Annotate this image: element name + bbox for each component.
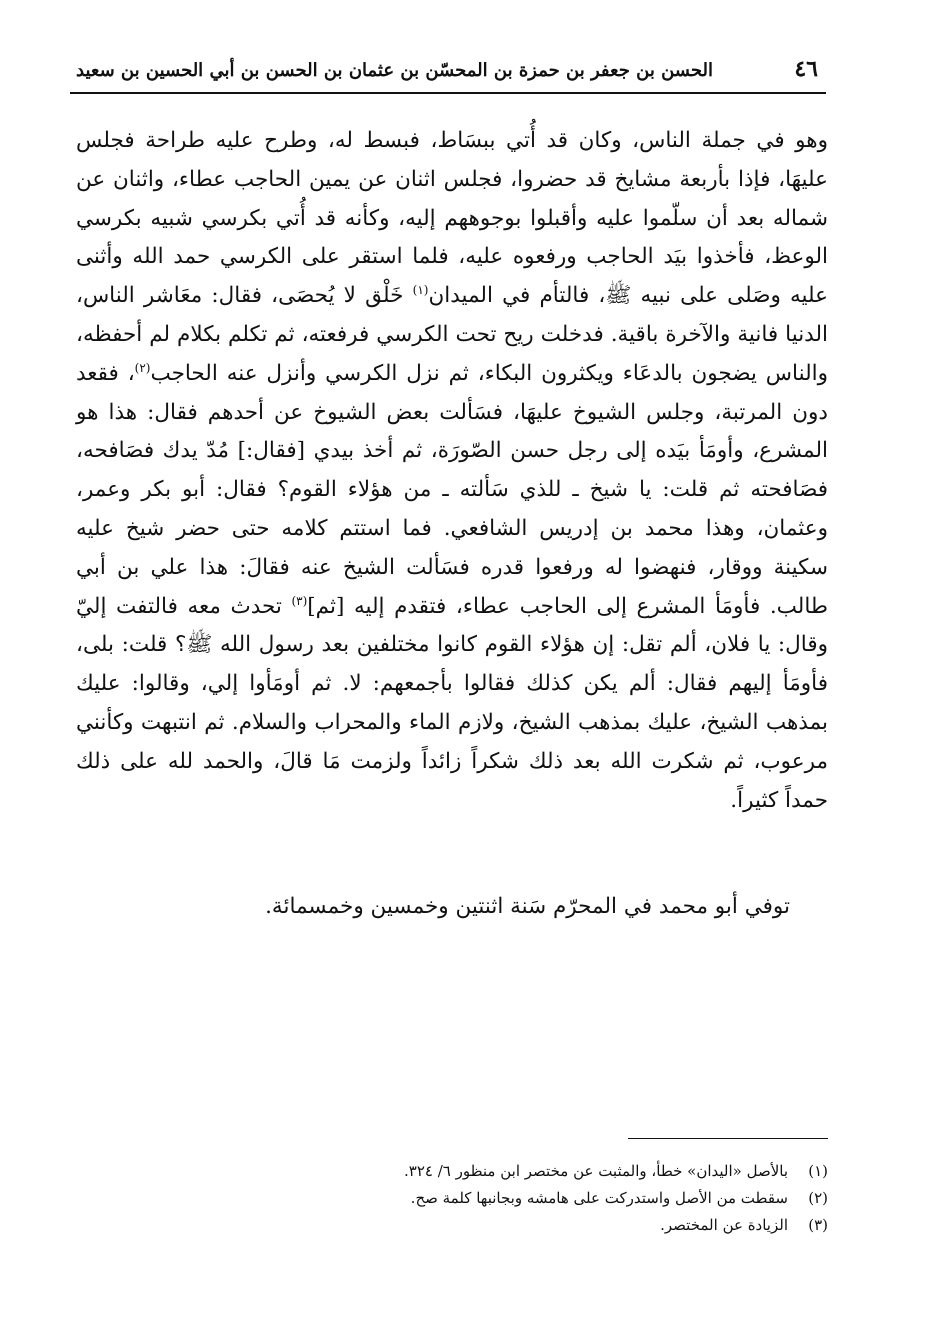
footnote-text: بالأصل «اليدان» خطأ، والمثبت عن مختصر ابن منظور ٦/ ٣٢٤. — [404, 1162, 788, 1180]
narrative-paragraph — [76, 122, 828, 820]
footnote-item — [200, 1185, 828, 1212]
footnote-text: سقطت من الأصل واستدركت على هامشه وبجانبها كلمة صح. — [410, 1189, 788, 1207]
text-segment-2: خَلْق لا يُحصَى، فقال: معَاشر الناس، الدنيا فانية والآخرة باقية. فدخلت ريح تحت الكرسي فرفعته، ثم تكلم بكلام لم أحفظه، والناس يضجون بالدعَاء ويكثرون البكاء، ثم نزل الكرسي وأنزل عنه الحاجب — [76, 283, 828, 386]
page-header — [70, 52, 826, 92]
footnote-marker: (٣) — [808, 1216, 828, 1234]
text-segment-1: وهو في جملة الناس، وكان قد أُتي ببسَاط، فبسط له، وطرح عليه طراحة فجلس عليهَا، فإذا بأربعة مشايخ قد حضروا، فجلس اثنان عن يمين الحاجب عطاء، واثنان عن شماله بعد أن سلّموا عليه وأقبلوا بوجوههم إليه، وكأنه قد أُتي بكرسي شبيه بكرسي الوعظ، فأخذوا بيَد الحاجب ورفعوه عليه، فلما استقر على الكرسي حمد الله وأثنى عليه وصَلى على نبيه ﷺ، فالتأم في الميدان — [76, 128, 828, 309]
footnote-ref-2: (٢) — [134, 360, 151, 375]
page-number: ٤٦ — [794, 56, 818, 82]
footnote-marker: (١) — [808, 1162, 828, 1180]
footnote-item — [200, 1158, 828, 1185]
footnote-ref-1: (١) — [412, 283, 429, 298]
footnote-marker: (٢) — [808, 1189, 828, 1207]
footnotes — [200, 1158, 828, 1239]
footnote-ref-3: (٣) — [291, 593, 308, 608]
footnote-item — [200, 1212, 828, 1239]
closing-line: توفي أبو محمد في المحرّم سَنة اثنتين وخمسين وخمسمائة. — [265, 894, 790, 919]
running-title: الحسن بن جعفر بن حمزة بن المحسّن بن عثمان بن الحسن بن أبي الحسين بن سعيد — [76, 60, 713, 81]
header-divider — [70, 92, 826, 94]
text-segment-4: تحدث معه فالتفت إليّ وقال: يا فلان، ألم تقل: إن هؤلاء القوم كانوا مختلفين بعد رسول الله ﷺ؟ قلت: بلى، فأومَأ إليهم فقال: ألم يكن كذلك فقالوا بأجمعهم: لا. ثم أومَأوا إلي، وقالوا: عليك بمذهب الشيخ، عليك بمذهب الشيخ، ولازم الماء والمحراب والسلام. ثم انتبهت وكأنني مرعوب، ثم شكرت الله بعد ذلك شكراً زائداً ولزمت مَا قالَ، والحمد لله على ذلك حمداً كثيراً. — [76, 593, 828, 813]
text-segment-3: ، فقعد دون المرتبة، وجلس الشيوخ عليهَا، فسَألت بعض الشيوخ عن أحدهم فقال: هذا هو المشرع، وأومَأ بيَده إلى رجل حسن الصّورَة، ثم أخذ بيدي [فقال:] مُدّ يدك فصَافحه، فصَافحته ثم قلت: يا شيخ ـ للذي سَألته ـ من هؤلاء القوم؟ فقال: أبو بكر وعمر، وعثمان، وهذا محمد بن إدريس الشافعي. فما استتم كلامه حتى حضر شيخ عليه سكينة ووقار، فنهضوا له ورفعوا قدره فسَألت الشيخ عنه فقالَ: هذا علي بن أبي طالب. فأومَأ المشرع إلى الحاجب عطاء، فتقدم إليه [ثم] — [76, 360, 828, 619]
footnote-divider — [628, 1138, 828, 1139]
main-text — [76, 122, 828, 820]
footnote-text: الزيادة عن المختصر. — [660, 1216, 788, 1234]
